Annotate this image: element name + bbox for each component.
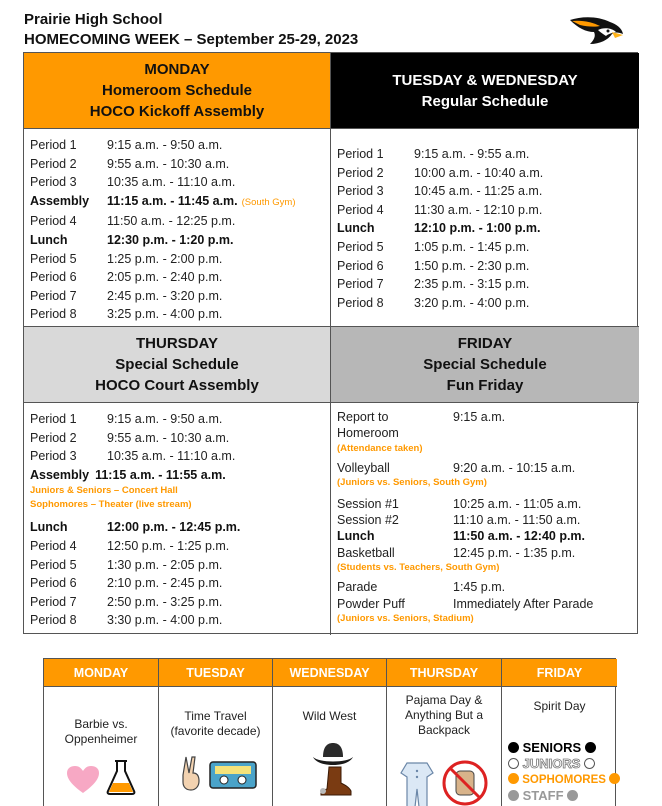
spirit-day-thursday bbox=[387, 659, 502, 806]
schedule-row: Period 3 10:45 a.m. - 11:25 a.m. bbox=[337, 184, 543, 199]
spirit-theme: Time Travel (favorite decade) bbox=[170, 709, 261, 738]
class-juniors: JUNIORS bbox=[508, 756, 617, 772]
monday-heading: MONDAY Homeroom Schedule HOCO Kickoff Assembly bbox=[24, 53, 331, 129]
white-dot-icon bbox=[584, 758, 595, 769]
schedule-row: Period 1 9:15 a.m. - 9:50 a.m. bbox=[30, 412, 223, 426]
eagle-logo-icon bbox=[568, 14, 624, 48]
cowboy-boot-icon bbox=[320, 767, 351, 795]
schedule-row: Period 5 1:25 p.m. - 2:00 p.m. bbox=[30, 251, 223, 266]
schedule-row: Period 7 2:50 p.m. - 3:25 p.m. bbox=[30, 594, 223, 609]
schedule-row: Assembly 11:15 a.m. - 11:45 a.m. (South Gym) bbox=[30, 192, 330, 213]
schedule-row: Period 2 9:55 a.m. - 10:30 a.m. bbox=[30, 430, 230, 445]
peace-hand-icon bbox=[181, 755, 201, 791]
schedule-row: Period 4 12:50 p.m. - 1:25 p.m. bbox=[30, 538, 230, 553]
schedule-row: Lunch 12:10 p.m. - 1:00 p.m. bbox=[337, 221, 541, 236]
schedule-row: Period 3 10:35 a.m. - 11:10 a.m. bbox=[30, 175, 236, 190]
class-seniors: SENIORS bbox=[508, 740, 617, 756]
thursday-heading: THURSDAY Special Schedule HOCO Court Assembly bbox=[24, 327, 331, 403]
spirit-day-monday bbox=[44, 659, 159, 806]
friday-schedule: Report to 9:15 a.m. Homeroom (Attendance taken) Volleyball 9:20 a.m. - 10:15 a.m. (Juniors vs. Seniors, South Gym) Session #1 10:25 a.m. - 11:05 a.m. Session #2 11:10 a.m. - 11:50 a.m. Lunch 11:50 a.m. - 12:40 p.m. Basketball 12:45 p.m. - 1:35 p.m. (Students vs. Teachers, South Gym) Parade 1:45 p.m. Powder Puff Immediately After Parade (Juniors vs. Seniors, Stadium) bbox=[331, 403, 639, 635]
spirit-day-wednesday bbox=[273, 659, 387, 806]
heart-icon bbox=[66, 765, 100, 795]
schedule-row: Period 6 1:50 p.m. - 2:30 p.m. bbox=[337, 258, 530, 273]
gray-dot-icon bbox=[508, 790, 519, 801]
spirit-day-heading: TUESDAY bbox=[159, 659, 272, 687]
class-sophomores: SOPHOMORES bbox=[508, 772, 617, 788]
schedule-row: Period 6 2:05 p.m. - 2:40 p.m. bbox=[30, 270, 223, 285]
spirit-day-heading: THURSDAY bbox=[387, 659, 501, 687]
white-dot-icon bbox=[508, 758, 519, 769]
location-note: (Attendance taken) bbox=[337, 443, 423, 454]
schedule-row: Period 6 2:10 p.m. - 2:45 p.m. bbox=[30, 576, 223, 591]
black-dot-icon bbox=[585, 742, 596, 753]
spirit-day-heading: FRIDAY bbox=[502, 659, 617, 687]
friday-heading: FRIDAY Special Schedule Fun Friday bbox=[331, 327, 639, 403]
thursday-schedule bbox=[24, 403, 331, 635]
orange-dot-icon bbox=[609, 773, 620, 784]
no-backpack-icon bbox=[441, 759, 489, 806]
schedule-row: Period 8 3:25 p.m. - 4:00 p.m. bbox=[30, 307, 223, 322]
schedule-row: Period 1 9:15 a.m. - 9:55 a.m. bbox=[337, 147, 530, 161]
gray-dot-icon bbox=[567, 790, 578, 801]
class-staff: STAFF bbox=[508, 788, 617, 804]
cassette-tape-icon bbox=[209, 761, 257, 789]
schedule-row: Lunch 12:30 p.m. - 1:20 p.m. bbox=[30, 232, 234, 247]
schedule-row: Period 7 2:45 p.m. - 3:20 p.m. bbox=[30, 288, 223, 303]
week-title: HOMECOMING WEEK – September 25-29, 2023 bbox=[24, 31, 359, 48]
schedule-row: Period 5 1:05 p.m. - 1:45 p.m. bbox=[337, 239, 530, 254]
location-note: (Juniors vs. Seniors, Stadium) bbox=[337, 613, 474, 624]
schedule-row: Period 1 9:15 a.m. - 9:50 a.m. bbox=[30, 138, 223, 152]
location-note: (South Gym) bbox=[241, 196, 296, 208]
tuewed-heading: TUESDAY & WEDNESDAY Regular Schedule bbox=[331, 53, 639, 129]
spirit-theme: Pajama Day & Anything But a Backpack bbox=[404, 693, 484, 737]
schedule-row: Assembly 11:15 a.m. - 11:55 a.m. bbox=[30, 467, 226, 482]
schedule-row: Period 4 11:30 a.m. - 12:10 p.m. bbox=[337, 202, 543, 217]
location-note: Sophomores – Theater (live stream) bbox=[30, 499, 192, 511]
schedule-row: Period 2 9:55 a.m. - 10:30 a.m. bbox=[30, 156, 230, 171]
spirit-days-table bbox=[43, 658, 616, 806]
schedule-row: Lunch 12:00 p.m. - 12:45 p.m. bbox=[30, 520, 241, 535]
spirit-day-heading: WEDNESDAY bbox=[273, 659, 386, 687]
school-name: Prairie High School bbox=[24, 11, 163, 28]
spirit-day-heading: MONDAY bbox=[44, 659, 158, 687]
schedule-row: Period 7 2:35 p.m. - 3:15 p.m. bbox=[337, 277, 530, 292]
spirit-theme: Barbie vs. Oppenheimer bbox=[64, 717, 138, 746]
schedule-row: Period 4 11:50 a.m. - 12:25 p.m. bbox=[30, 214, 236, 229]
location-note: (Juniors vs. Seniors, South Gym) bbox=[337, 477, 487, 488]
spirit-day-tuesday bbox=[159, 659, 273, 806]
schedule-row: Period 3 10:35 a.m. - 11:10 a.m. bbox=[30, 449, 236, 464]
schedule-row: Period 8 3:30 p.m. - 4:00 p.m. bbox=[30, 613, 223, 628]
location-note: Juniors & Seniors – Concert Hall bbox=[30, 485, 178, 497]
spirit-day-friday bbox=[502, 659, 617, 806]
schedule-grid bbox=[23, 52, 638, 634]
location-note: (Students vs. Teachers, South Gym) bbox=[337, 562, 500, 573]
cowboy-hat-icon bbox=[311, 739, 355, 797]
schedule-row: Period 8 3:20 p.m. - 4:00 p.m. bbox=[337, 295, 530, 310]
black-dot-icon bbox=[508, 742, 519, 753]
orange-dot-icon bbox=[508, 773, 519, 784]
schedule-row: Period 2 10:00 a.m. - 10:40 a.m. bbox=[337, 165, 544, 180]
schedule-row: Period 5 1:30 p.m. - 2:05 p.m. bbox=[30, 557, 223, 572]
tuewed-schedule bbox=[331, 129, 639, 327]
flask-icon bbox=[106, 759, 136, 795]
spirit-theme: Spirit Day bbox=[533, 699, 586, 713]
pajama-icon bbox=[399, 759, 435, 806]
document-header bbox=[24, 10, 358, 50]
spirit-theme: Wild West bbox=[302, 709, 357, 723]
monday-schedule bbox=[24, 129, 331, 327]
